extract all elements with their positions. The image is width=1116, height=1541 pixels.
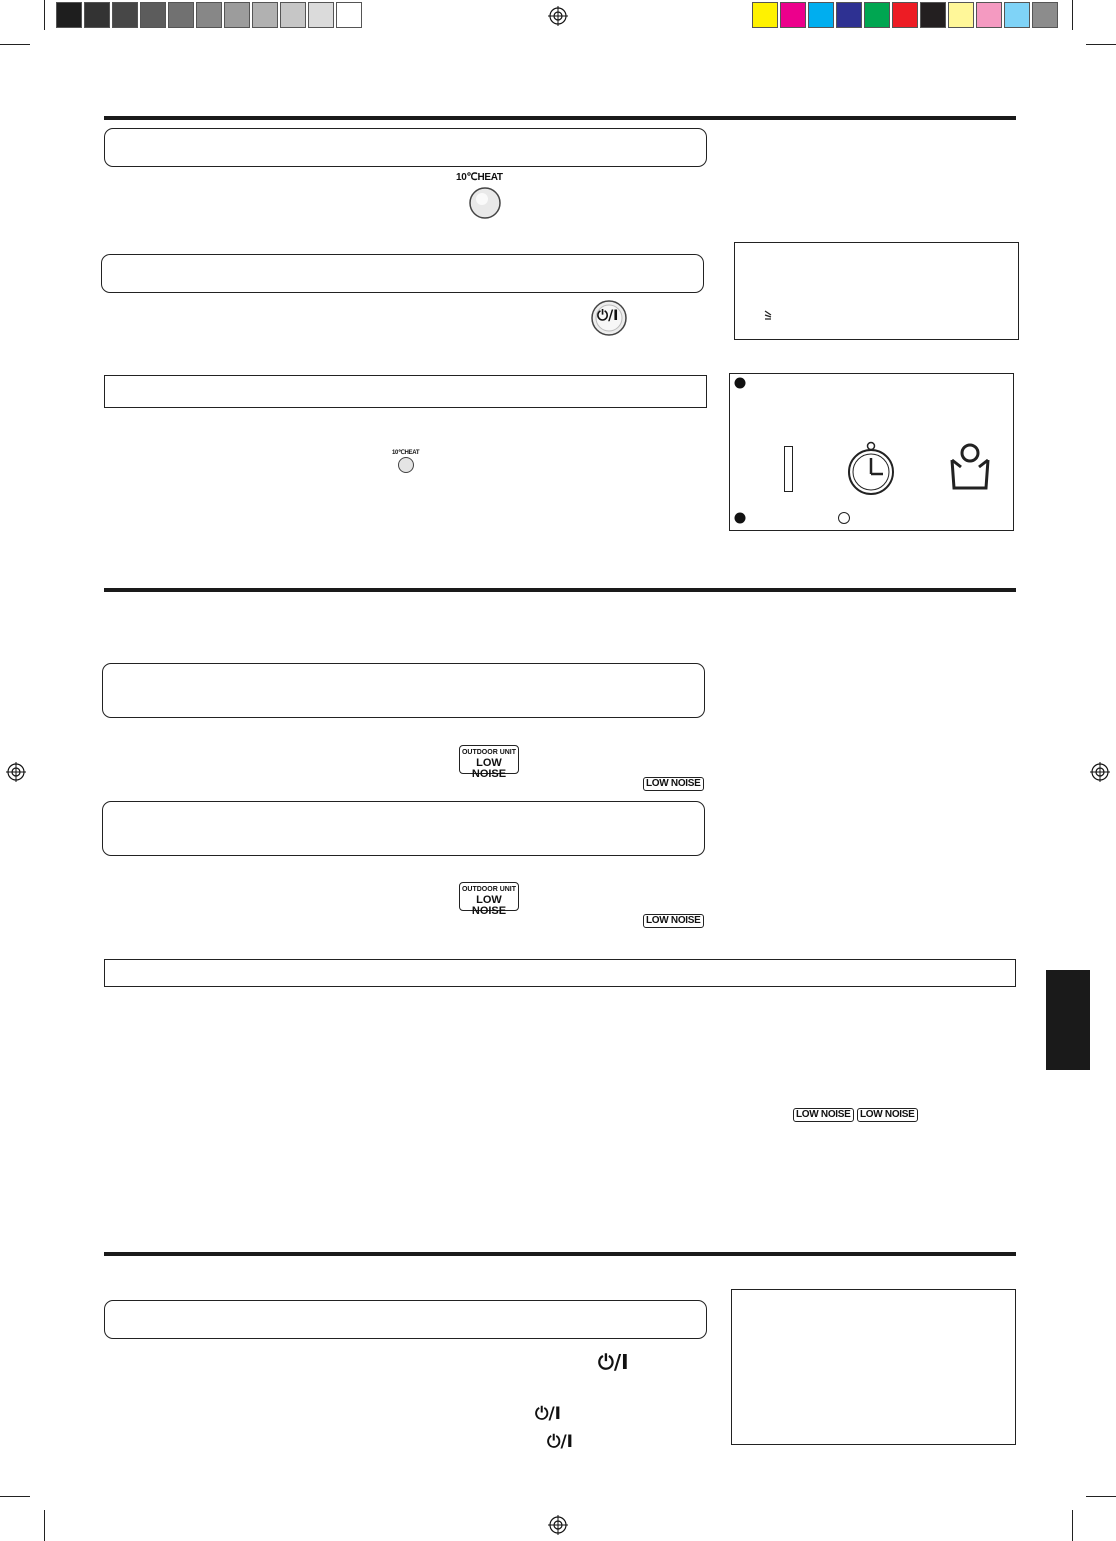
step-box [102, 801, 705, 856]
gray-swatch [308, 2, 334, 28]
heat-button-icon[interactable]: 10℃HEAT [390, 449, 422, 477]
heat-button-label: 10℃HEAT [456, 172, 503, 183]
gray-swatch [112, 2, 138, 28]
section-rule [104, 1252, 1016, 1256]
crop-mark [0, 1496, 30, 1497]
language-tab [1046, 970, 1090, 1070]
process-color-swatch [864, 2, 890, 28]
gray-swatch [84, 2, 110, 28]
power-button-icon: ⏻/I [547, 1432, 573, 1452]
low-noise-display-icon: LOW NOISE [643, 777, 704, 791]
crop-mark [1072, 0, 1073, 30]
registration-mark-icon [548, 1515, 568, 1535]
gray-swatch [336, 2, 362, 28]
note-box [731, 1289, 1016, 1445]
step-box [102, 663, 705, 718]
crop-mark [0, 44, 30, 45]
low-noise-display-icon: LOW NOISE [793, 1108, 854, 1122]
process-color-swatch [1032, 2, 1058, 28]
economy-lamp-icon [947, 440, 993, 492]
crop-mark [1086, 44, 1116, 45]
process-color-swatch [976, 2, 1002, 28]
step-box [104, 128, 707, 167]
timer-lamp-icon [843, 440, 899, 496]
gray-swatch [140, 2, 166, 28]
heat-button-icon[interactable] [456, 170, 516, 222]
power-button-icon[interactable]: ⏻/I [589, 298, 629, 338]
gray-swatch [224, 2, 250, 28]
note-header-box [104, 959, 1016, 987]
process-color-swatch [780, 2, 806, 28]
crop-mark [44, 0, 45, 30]
crop-mark [1086, 1496, 1116, 1497]
gray-swatch [252, 2, 278, 28]
step-box [101, 254, 704, 293]
crop-mark [44, 1510, 45, 1541]
process-color-swatch [1004, 2, 1030, 28]
indicator-panel [729, 373, 1014, 531]
section-rule [104, 588, 1016, 592]
power-button-icon: ⏻/I [535, 1404, 561, 1424]
note-box [734, 242, 1019, 340]
process-color-swatch [808, 2, 834, 28]
low-noise-display-icon: LOW NOISE [643, 914, 704, 928]
gray-swatch [168, 2, 194, 28]
process-color-swatch [752, 2, 778, 28]
operation-lamp-icon [784, 446, 793, 492]
gray-swatch [280, 2, 306, 28]
outdoor-low-noise-button-icon[interactable]: OUTDOOR UNIT LOW NOISE [459, 745, 519, 774]
process-color-swatch [892, 2, 918, 28]
power-button-icon: ⏻/I [598, 1350, 629, 1374]
step-box [104, 1300, 707, 1339]
process-color-swatch [920, 2, 946, 28]
gray-swatch [196, 2, 222, 28]
registration-mark-icon [6, 762, 26, 782]
process-color-swatch [948, 2, 974, 28]
outdoor-low-noise-button-icon[interactable]: OUTDOOR UNIT LOW NOISE [459, 882, 519, 911]
low-noise-display-icon: LOW NOISE [857, 1108, 918, 1122]
registration-mark-icon [1090, 762, 1110, 782]
gray-swatch [56, 2, 82, 28]
registration-mark-icon [548, 6, 568, 26]
section-rule [104, 116, 1016, 120]
fan-display-icon [763, 309, 775, 323]
crop-mark [1072, 1510, 1073, 1541]
process-color-swatch [836, 2, 862, 28]
step-box [104, 375, 707, 408]
